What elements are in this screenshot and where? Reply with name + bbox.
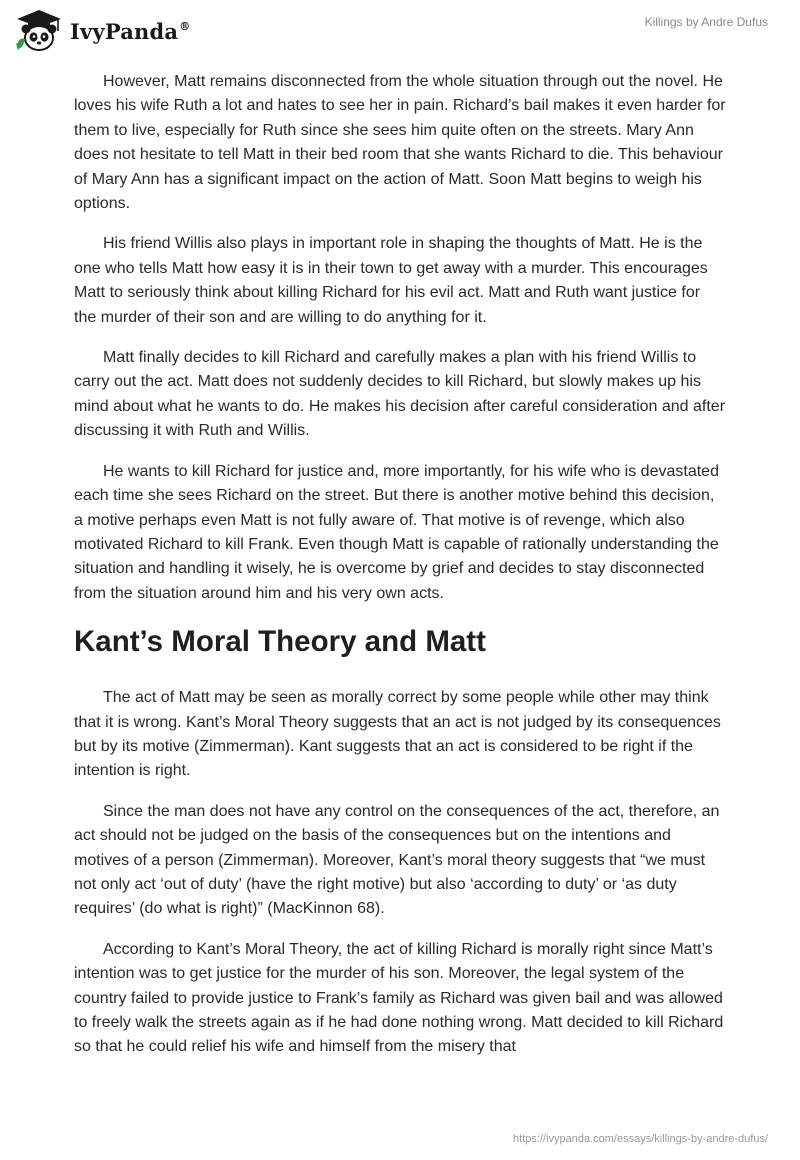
section-heading: Kant’s Moral Theory and Matt	[74, 625, 486, 659]
paragraph: Matt finally decides to kill Richard and carefully makes a plan with his friend Willis to carry out the act. Matt does not suddenly decides to kill Richard, but slowly makes up his mind about what he wants to do. He makes his decision after careful consideration and after discussing it with Ruth and Willis.	[74, 349, 726, 440]
logo-wordmark: IvyPanda®	[70, 18, 191, 44]
source-url-link[interactable]: https://ivypanda.com/essays/killings-by-andre-dufus/	[513, 1133, 768, 1145]
page-header	[0, 0, 800, 60]
paragraph: Since the man does not have any control on the consequences of the act, therefore, an act should not be judged on the basis of the consequences but on the intentions and motives of a person (Zimmerman). Moreover, Kant’s moral theory suggests that “we must not only act ‘out of duty’ (have the right motive) but also ‘according to duty’ or ‘as duty requires’ (do what is right)” (MacKinnon 68).	[74, 802, 720, 918]
paragraph: However, Matt remains disconnected from the whole situation through out the novel. He loves his wife Ruth a lot and hates to see her in pain. Richard’s bail makes it even harder for them to live, especially for Ruth since she sees him quite often on the streets. Mary Ann does not hesitate to tell Matt in their bed room that she wants Richard to die. This behaviour of Mary Ann has a significant impact on the action of Matt. Soon Matt begins to weigh his options.	[74, 73, 726, 213]
ivypanda-logo-link[interactable]	[14, 9, 190, 53]
paragraph: He wants to kill Richard for justice and, more importantly, for his wife who is devastated each time she sees Richard on the street. But there is another motive behind this decision, a motive perhaps even Matt is not fully aware of. That motive is of revenge, which also motivated Richard to kill Frank. Even though Matt is capable of rationally understanding the situation and handling it wisely, he is overcome by grief and decides to stay disconnected from the situation around him and his very own acts.	[74, 462, 719, 602]
panda-graduation-cap-icon	[14, 9, 64, 53]
document-title: Killings by Andre Dufus	[644, 15, 768, 29]
paragraph: According to Kant’s Moral Theory, the act of killing Richard is morally right since Matt’s intention was to get justice for the murder of his son. Moreover, the legal system of the country failed to provide justice to Frank’s family as Richard was given bail and was allowed to freely walk the streets again as if he had done nothing wrong. Matt decided to kill Richard so that he could relief his wife and himself from the misery that	[74, 940, 724, 1056]
paragraph: His friend Willis also plays in important role in shaping the thoughts of Matt. He is the one who tells Matt how easy it is in their town to get away with a murder. This encourages Matt to seriously think about killing Richard for his evil act. Matt and Ruth want justice for the murder of their son and are willing to do anything for it.	[74, 235, 708, 326]
essay-body	[74, 70, 726, 1076]
paragraph: The act of Matt may be seen as morally correct by some people while other may think that it is wrong. Kant’s Moral Theory suggests that an act is not judged by its consequences but by its motive (Zimmerman). Kant suggests that an act is considered to be right if the intention is right.	[74, 689, 721, 780]
